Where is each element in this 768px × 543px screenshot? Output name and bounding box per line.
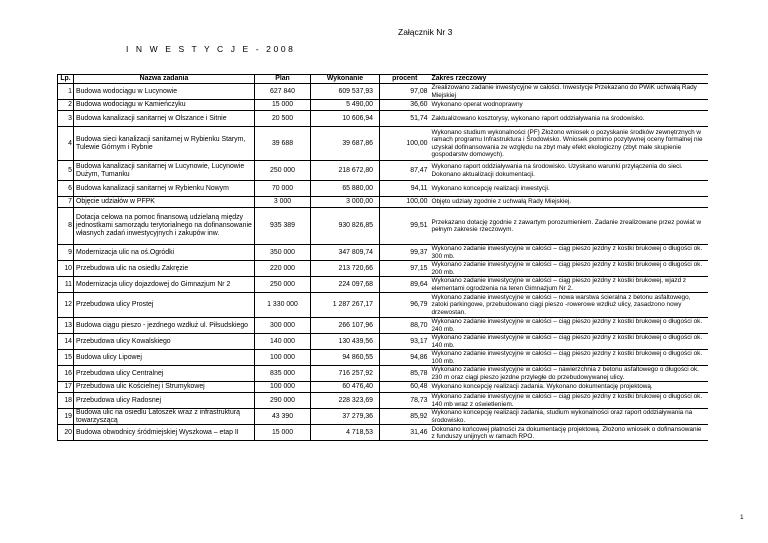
- row-number: 2: [58, 100, 74, 111]
- table-row: [58, 245, 708, 261]
- percent-value: 93,17: [380, 334, 430, 350]
- row-number: 14: [58, 334, 74, 350]
- percent-value: 85,78: [380, 366, 430, 382]
- plan-value: 70 000: [255, 181, 311, 197]
- task-name: Przebudowa ulicy Prostej: [74, 293, 255, 318]
- table-row: [58, 277, 708, 293]
- task-name: Budowa wodociągu w Lucynowie: [74, 84, 255, 100]
- percent-value: 85,92: [380, 409, 430, 425]
- header-name: Nazwa zadania: [74, 75, 255, 84]
- scope-text: Przekazano dotację zgodnie z zawartym porozumieniem. Zadanie zrealizowane przez powiat w pełnym zakresie rzeczowym.: [430, 208, 708, 245]
- table-row: [58, 208, 708, 245]
- percent-value: 31,46: [380, 425, 430, 441]
- done-value: 1 287 267,17: [311, 293, 380, 318]
- scope-text: Wykonano zadanie inwestycyjne w całości – ciąg pieszo jezdny z kostki brukowej o długości ok. 200 mb.: [430, 261, 708, 277]
- done-value: 224 097,68: [311, 277, 380, 293]
- done-value: 130 439,56: [311, 334, 380, 350]
- header-percent: procent: [380, 75, 430, 84]
- percent-value: 89,64: [380, 277, 430, 293]
- table-row: [58, 84, 708, 100]
- row-number: 3: [58, 111, 74, 127]
- task-name: Przebudowa ulicy Centralnej: [74, 366, 255, 382]
- plan-value: 1 330 000: [255, 293, 311, 318]
- row-number: 19: [58, 409, 74, 425]
- scope-text: Wykonano zadanie inwestycyjne w całości – ciąg pieszo jezdny z kostki brukowej o długości ok. 240 mb.: [430, 318, 708, 334]
- done-value: 228 323,69: [311, 393, 380, 409]
- table-row: [58, 350, 708, 366]
- task-name: Budowa kanalizacji sanitarnej w Rybienku Nowym: [74, 181, 255, 197]
- done-value: 39 687,86: [311, 127, 380, 161]
- row-number: 5: [58, 161, 74, 181]
- row-number: 13: [58, 318, 74, 334]
- percent-value: 36,60: [380, 100, 430, 111]
- table-row: [58, 366, 708, 382]
- table-row: [58, 318, 708, 334]
- scope-text: Wykonano studium wykonalności (PF) Złożono wniosek o pozyskanie środków zewnętrznych w ramach programu Infrastruktura i Środowisko. Wniosek pomimo pozytywnej oceny formalnej nie uzyskał dofinansowania ze względu na zbyt mały efekt ekologiczny (zbyt małe skupienie gospodarstw domowych).: [430, 127, 708, 161]
- plan-value: 3 000: [255, 197, 311, 208]
- row-number: 6: [58, 181, 74, 197]
- plan-value: 627 840: [255, 84, 311, 100]
- scope-text: Wykonano zadanie inwestycyjne w całości – nowa warstwa ścieralna z betonu asfaltowego, zatoki parkingowe, przebudowano ciągi pieszo -rowerowe wzdłuż ulicy, zasadzono nowy drzewostan.: [430, 293, 708, 318]
- done-value: 716 257,92: [311, 366, 380, 382]
- row-number: 18: [58, 393, 74, 409]
- table-row: [58, 100, 708, 111]
- page-number: 1: [740, 514, 744, 521]
- table-row: [58, 425, 708, 441]
- done-value: 60 476,40: [311, 382, 380, 393]
- percent-value: 97,08: [380, 84, 430, 100]
- percent-value: 88,70: [380, 318, 430, 334]
- table-header-row: [58, 75, 708, 84]
- scope-text: Objęto udziały zgodnie z uchwałą Rady Miejskiej.: [430, 197, 708, 208]
- task-name: Budowa ulic na osiedlu Latoszek wraz z infrastrukturą towarzyszącą: [74, 409, 255, 425]
- table-body: [58, 84, 708, 441]
- scope-text: Wykonano koncepcję realizacji zadania. Wykonano dokumentację projektową.: [430, 382, 708, 393]
- scope-text: Wykonano zadanie inwestycyjne w całości – ciąg pieszo jezdny z kostki brukowej o długości ok. 300 mb.: [430, 245, 708, 261]
- plan-value: 350 000: [255, 245, 311, 261]
- percent-value: 51,74: [380, 111, 430, 127]
- percent-value: 97,15: [380, 261, 430, 277]
- plan-value: 220 000: [255, 261, 311, 277]
- plan-value: 100 000: [255, 350, 311, 366]
- done-value: 5 490,00: [311, 100, 380, 111]
- plan-value: 250 000: [255, 277, 311, 293]
- table-row: [58, 111, 708, 127]
- done-value: 10 606,94: [311, 111, 380, 127]
- table-row: [58, 409, 708, 425]
- table-row: [58, 181, 708, 197]
- done-value: 37 279,36: [311, 409, 380, 425]
- scope-text: Wykonano operat wodnoprawny: [430, 100, 708, 111]
- table-row: [58, 393, 708, 409]
- percent-value: 94,86: [380, 350, 430, 366]
- task-name: Dotacja celowa na pomoc finansową udzielaną między jednostkami samorządu terytorialnego na dofinansowanie własnych zadań inwestycyjnych i zakupów inw.: [74, 208, 255, 245]
- task-name: Przebudowa ulicy Radosnej: [74, 393, 255, 409]
- percent-value: 100,00: [380, 127, 430, 161]
- row-number: 9: [58, 245, 74, 261]
- row-number: 4: [58, 127, 74, 161]
- header-plan: Plan: [255, 75, 311, 84]
- table-row: [58, 127, 708, 161]
- done-value: 213 720,66: [311, 261, 380, 277]
- page-title: I N W E S T Y C J E - 2008: [126, 44, 296, 54]
- row-number: 10: [58, 261, 74, 277]
- plan-value: 140 000: [255, 334, 311, 350]
- row-number: 20: [58, 425, 74, 441]
- task-name: Budowa kanalizacji sanitarnej w Lucynowie, Lucynowie Dużym, Tumanku: [74, 161, 255, 181]
- table-row: [58, 261, 708, 277]
- row-number: 17: [58, 382, 74, 393]
- task-name: Budowa ciągu pieszo - jezdnego wzdłuż ul. Piłsudskiego: [74, 318, 255, 334]
- done-value: 218 672,80: [311, 161, 380, 181]
- percent-value: 99,51: [380, 208, 430, 245]
- done-value: 930 826,85: [311, 208, 380, 245]
- task-name: Modernizacja ulic na oś.Ogródki: [74, 245, 255, 261]
- scope-text: Wykonano raport oddziaływania na środowisko. Uzyskano warunki przyłączenia do sieci. Dokonano aktualizacji dokumentacji.: [430, 161, 708, 181]
- scope-text: Wykonano zadanie inwestycyjne w całości – nawierzchnia z betonu asfaltowego o długości ok. 230 m oraz ciągi pieszo jezdne przyległe do przebudowywanej ulicy.: [430, 366, 708, 382]
- done-value: 3 000,00: [311, 197, 380, 208]
- table-row: [58, 197, 708, 208]
- plan-value: 290 000: [255, 393, 311, 409]
- done-value: 94 860,55: [311, 350, 380, 366]
- table-row: [58, 382, 708, 393]
- plan-value: 15 000: [255, 425, 311, 441]
- scope-text: Wykonano koncepcję realizacji zadania, studium wykonalności oraz raport oddziaływania na środowisko.: [430, 409, 708, 425]
- plan-value: 835 000: [255, 366, 311, 382]
- plan-value: 100 000: [255, 382, 311, 393]
- plan-value: 39 688: [255, 127, 311, 161]
- percent-value: 87,47: [380, 161, 430, 181]
- task-name: Budowa kanalizacji sanitarnej w Olszance i Sitnie: [74, 111, 255, 127]
- row-number: 8: [58, 208, 74, 245]
- percent-value: 100,00: [380, 197, 430, 208]
- table-row: [58, 293, 708, 318]
- header-scope: Zakres rzeczowy: [430, 75, 708, 84]
- row-number: 12: [58, 293, 74, 318]
- done-value: 4 718,53: [311, 425, 380, 441]
- row-number: 16: [58, 366, 74, 382]
- table-row: [58, 161, 708, 181]
- row-number: 1: [58, 84, 74, 100]
- task-name: Budowa obwodnicy śródmiejskiej Wyszkowa – etap II: [74, 425, 255, 441]
- task-name: Budowa wodociągu w Kamieńczyku: [74, 100, 255, 111]
- plan-value: 935 389: [255, 208, 311, 245]
- plan-value: 300 000: [255, 318, 311, 334]
- done-value: 347 809,74: [311, 245, 380, 261]
- percent-value: 94,11: [380, 181, 430, 197]
- task-name: Przebudowa ulic Kościelnej i Strumykowej: [74, 382, 255, 393]
- row-number: 11: [58, 277, 74, 293]
- done-value: 266 107,96: [311, 318, 380, 334]
- table-row: [58, 334, 708, 350]
- row-number: 15: [58, 350, 74, 366]
- scope-text: Dokonano końcowej płatności za dokumentację projektową. Złożono wniosek o dofinansowanie z funduszy unijnych w ramach RPO.: [430, 425, 708, 441]
- scope-text: Wykonano zadanie inwestycyjne w całości – ciąg pieszo jezdny z kostki brukowej, wjazd z elementami ogrodzenia na teren Gimnazjum Nr 2.: [430, 277, 708, 293]
- row-number: 7: [58, 197, 74, 208]
- task-name: Objęcie udziałów w PFPK: [74, 197, 255, 208]
- task-name: Budowa ulicy Lipowej: [74, 350, 255, 366]
- scope-text: Wykonano zadanie inwestycyjne w całości – ciąg pieszo jezdny z kostki brukowej o długości ok. 140 mb.: [430, 334, 708, 350]
- scope-text: Zrealizowano zadanie inwestycyjne w całości. Inwestycje Przekazano do PWiK uchwałą Rady Miejskiej: [430, 84, 708, 100]
- header-done: Wykonanie: [311, 75, 380, 84]
- scope-text: Wykonano zadanie inwestycyjne w całości – ciąg pieszo jezdny z kostki brukowej o długości ok. 140 mb wraz z oświetleniem.: [430, 393, 708, 409]
- done-value: 65 880,00: [311, 181, 380, 197]
- plan-value: 43 390: [255, 409, 311, 425]
- task-name: Przebudowa ulic na osiedlu Zakręzie: [74, 261, 255, 277]
- percent-value: 99,37: [380, 245, 430, 261]
- scope-text: Wykonano zadanie inwestycyjne w całości – ciąg pieszo jezdny z kostki brukowej o długości ok. 100 mb.: [430, 350, 708, 366]
- percent-value: 96,79: [380, 293, 430, 318]
- scope-text: Zaktualizowano kosztorysy, wykonano raport oddziaływania na środowisko.: [430, 111, 708, 127]
- plan-value: 250 000: [255, 161, 311, 181]
- investments-table: [57, 74, 708, 441]
- plan-value: 15 000: [255, 100, 311, 111]
- header-lp: Lp.: [58, 75, 74, 84]
- task-name: Budowa sieci kanalizacji sanitarnej w Rybienku Starym, Tulewie Górnym i Rybnie: [74, 127, 255, 161]
- plan-value: 20 500: [255, 111, 311, 127]
- task-name: Modernizacja ulicy dojazdowej do Gimnazjum Nr 2: [74, 277, 255, 293]
- scope-text: Wykonano koncepcję realizacji inwestycji.: [430, 181, 708, 197]
- percent-value: 60,48: [380, 382, 430, 393]
- attachment-label: Załącznik Nr 3: [398, 27, 453, 37]
- percent-value: 78,73: [380, 393, 430, 409]
- task-name: Przebudowa ulicy Kowalskiego: [74, 334, 255, 350]
- done-value: 609 537,93: [311, 84, 380, 100]
